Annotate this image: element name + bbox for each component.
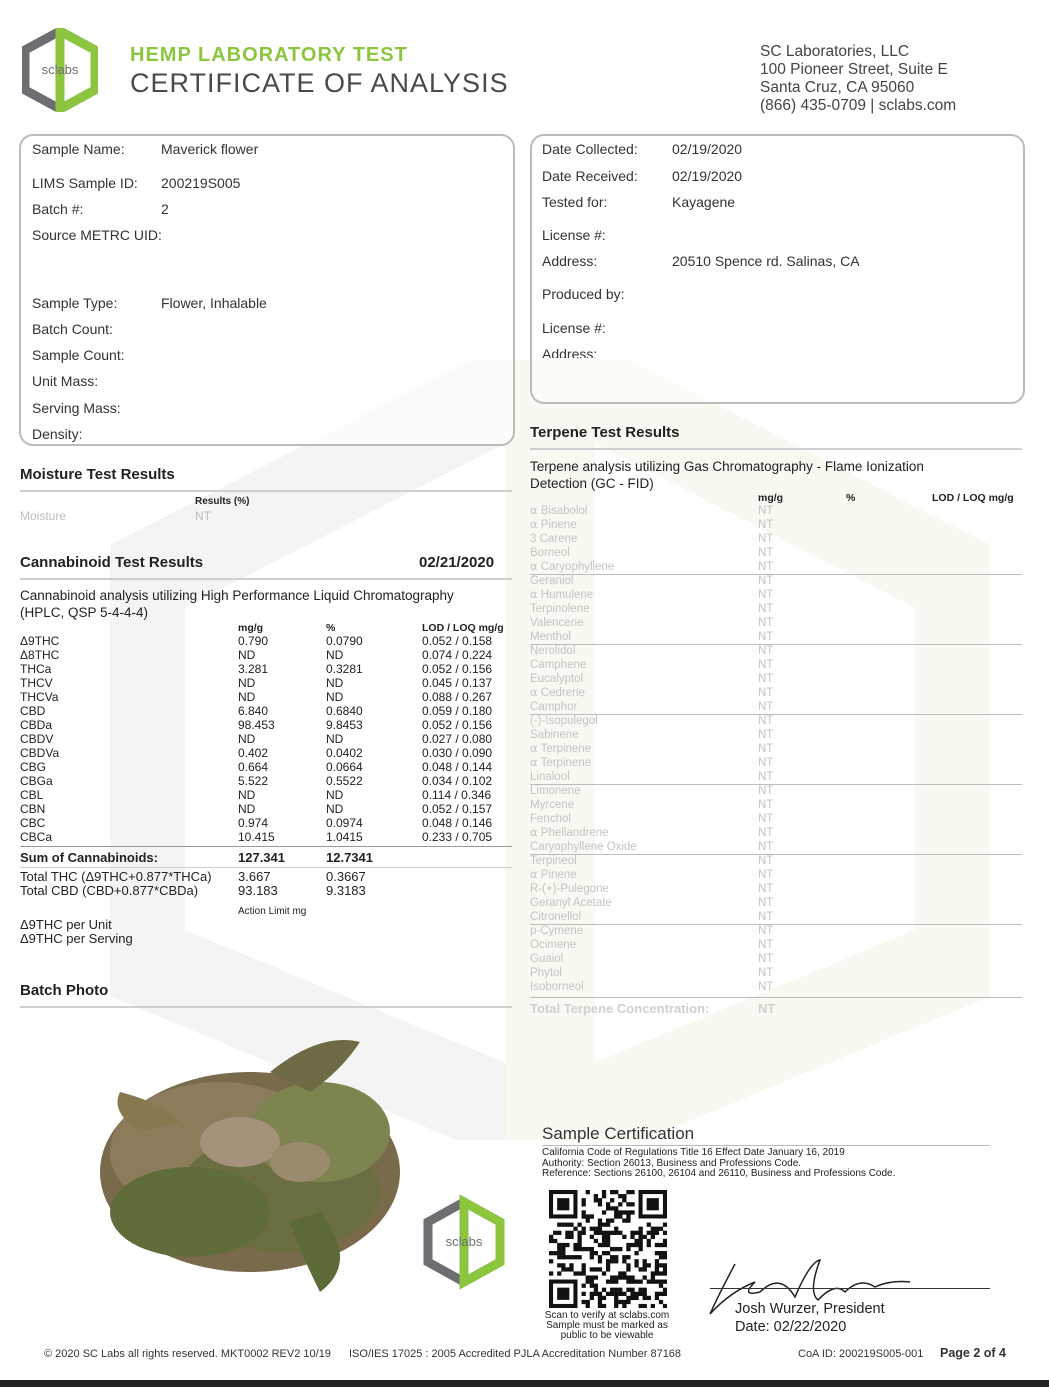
terpene-row bbox=[530, 714, 1020, 728]
client-field-label: Date Collected: bbox=[542, 141, 638, 157]
cannabinoid-mgg: 10.415 bbox=[238, 830, 275, 844]
terpene-mgg: NT bbox=[758, 953, 774, 965]
terpene-mgg: NT bbox=[758, 911, 774, 923]
sum-row bbox=[20, 851, 510, 865]
flower-bud bbox=[100, 1040, 400, 1292]
terpene-row bbox=[530, 560, 1020, 574]
terpene-name: ⍺ Caryophyllene bbox=[530, 561, 615, 573]
terpene-row bbox=[530, 966, 1020, 980]
cannabinoid-pct: ND bbox=[326, 676, 344, 690]
cannabinoid-rule bbox=[20, 578, 512, 580]
certification-line-2: Authority: Section 26013, Business and Professions Code. bbox=[542, 1158, 802, 1169]
cannabinoid-mgg: 3.281 bbox=[238, 662, 269, 676]
terpene-name: Geranyl Acetate bbox=[530, 897, 612, 909]
cannabinoid-pct: 0.3281 bbox=[326, 662, 363, 676]
terp-col-mgg: mg/g bbox=[758, 492, 784, 504]
terp-col-pct: % bbox=[846, 492, 856, 504]
cannabinoid-row bbox=[20, 816, 510, 830]
terpene-header-row bbox=[530, 491, 1020, 505]
report-title: CERTIFICATE OF ANALYSIS bbox=[130, 68, 509, 98]
terpene-name: Sabinene bbox=[530, 729, 579, 741]
cannabinoid-analyte: THCa bbox=[20, 662, 52, 676]
terpene-name: Guaiol bbox=[530, 953, 564, 965]
cannabinoid-mgg: ND bbox=[238, 788, 256, 802]
terpene-mgg: NT bbox=[758, 547, 774, 559]
qr-caption-2: Sample must be marked as bbox=[546, 1320, 668, 1331]
terpene-mgg: NT bbox=[758, 897, 774, 909]
svg-text:sclabs: sclabs bbox=[41, 62, 79, 77]
batch-photo-rule bbox=[20, 1006, 512, 1008]
lab-name: SC Laboratories, LLC bbox=[760, 43, 910, 60]
cannabinoid-analyte: CBDa bbox=[20, 718, 53, 732]
cannabinoid-mgg: ND bbox=[238, 648, 256, 662]
total-thc-pct: 0.3667 bbox=[326, 869, 366, 884]
terpene-name: Terpineol bbox=[530, 855, 577, 867]
certification-line-1: California Code of Regulations Title 16 Effect Date January 16, 2019 bbox=[542, 1147, 845, 1158]
cannabinoid-pct: 0.5522 bbox=[326, 774, 363, 788]
moisture-rule bbox=[20, 490, 512, 492]
terpene-row bbox=[530, 812, 1020, 826]
terpene-title: Terpene Test Results bbox=[530, 424, 680, 441]
cannabinoid-pct: ND bbox=[326, 690, 344, 704]
cannabinoid-mgg: 0.402 bbox=[238, 746, 269, 760]
terpene-row bbox=[530, 952, 1020, 966]
terpene-row bbox=[530, 602, 1020, 616]
client-field-label: Address: bbox=[542, 253, 598, 269]
terpene-name: Isoborneol bbox=[530, 981, 584, 993]
terpene-mgg: NT bbox=[758, 589, 774, 601]
cannabinoid-lodloq: 0.048 / 0.144 bbox=[422, 760, 493, 774]
terpene-name: R-(+)-Pulegone bbox=[530, 883, 609, 895]
cannabinoid-lodloq: 0.052 / 0.156 bbox=[422, 718, 493, 732]
terpene-row bbox=[530, 574, 1020, 588]
terpene-row bbox=[530, 910, 1020, 924]
terpene-row bbox=[530, 686, 1020, 700]
signer-name: Josh Wurzer, President bbox=[735, 1301, 885, 1317]
sample-field-label: Sample Name: bbox=[32, 141, 125, 157]
terpene-name: ⍺ Pinene bbox=[530, 519, 577, 531]
terpene-row bbox=[530, 826, 1020, 840]
cannabinoid-analyte: Δ8THC bbox=[20, 648, 60, 662]
sample-field-label: Serving Mass: bbox=[32, 400, 121, 416]
terpene-name: Menthol bbox=[530, 631, 571, 643]
client-field-label: Produced by: bbox=[542, 286, 625, 302]
cannabinoid-lodloq: 0.074 / 0.224 bbox=[422, 648, 493, 662]
cannabinoid-mgg: 5.522 bbox=[238, 774, 269, 788]
certification-rule bbox=[542, 1145, 990, 1146]
terpene-row bbox=[530, 770, 1020, 784]
terpene-row bbox=[530, 784, 1020, 798]
cannabinoid-header-row bbox=[20, 621, 510, 635]
certification-date: Date: 02/22/2020 bbox=[735, 1319, 847, 1335]
terpene-row bbox=[530, 938, 1020, 952]
terpene-row bbox=[530, 518, 1020, 532]
terpene-row bbox=[530, 868, 1020, 882]
sample-field-label: Sample Count: bbox=[32, 347, 125, 363]
sample-field-value: 2 bbox=[161, 201, 169, 217]
lab-city: Santa Cruz, CA 95060 bbox=[760, 79, 915, 96]
cannabinoid-lodloq: 0.052 / 0.158 bbox=[422, 634, 493, 648]
sample-field-value: Maverick flower bbox=[161, 141, 259, 157]
terpene-row bbox=[530, 546, 1020, 560]
col-pct: % bbox=[326, 622, 336, 634]
cannabinoid-analyte: CBG bbox=[20, 760, 47, 774]
terpene-mgg: NT bbox=[758, 715, 774, 727]
terpene-name: Ocimene bbox=[530, 939, 577, 951]
col-mgg: mg/g bbox=[238, 622, 264, 634]
terpene-name: Geraniol bbox=[530, 575, 574, 587]
terpene-method-1: Terpene analysis utilizing Gas Chromatography - Flame Ionization bbox=[530, 459, 924, 474]
terpene-name: p-Cymene bbox=[530, 925, 584, 937]
terpene-row bbox=[530, 980, 1020, 994]
terpene-rule bbox=[530, 448, 1022, 450]
terpene-mgg: NT bbox=[758, 729, 774, 741]
terpene-name: ⍺ Phellandrene bbox=[530, 827, 609, 839]
terpene-mgg: NT bbox=[758, 967, 774, 979]
terpene-name: Phytol bbox=[530, 967, 562, 979]
terpene-name: Nerolidol bbox=[530, 645, 576, 657]
batch-photo bbox=[20, 1012, 512, 1302]
cannabinoid-row bbox=[20, 732, 510, 746]
terpene-mgg: NT bbox=[758, 645, 774, 657]
terpene-mgg: NT bbox=[758, 603, 774, 615]
cannabinoid-analyte: THCV bbox=[20, 676, 53, 690]
sample-field-label: Density: bbox=[32, 426, 83, 442]
cannabinoid-row bbox=[20, 830, 510, 844]
terpene-mgg: NT bbox=[758, 939, 774, 951]
cannabinoid-row bbox=[20, 662, 510, 676]
terpene-mgg: NT bbox=[758, 533, 774, 545]
sample-field-label: Batch Count: bbox=[32, 321, 113, 337]
cannabinoid-mgg: ND bbox=[238, 690, 256, 704]
cannabinoid-pct: 0.0974 bbox=[326, 816, 363, 830]
lab-address bbox=[760, 43, 956, 115]
cannabinoid-lodloq: 0.052 / 0.157 bbox=[422, 802, 493, 816]
qr-caption-1: Scan to verify at sclabs.com bbox=[544, 1310, 670, 1321]
terpene-total-label: Total Terpene Concentration: bbox=[530, 1001, 710, 1016]
moisture-col-header: Results (%) bbox=[195, 496, 250, 507]
cannabinoid-lodloq: 0.034 / 0.102 bbox=[422, 774, 493, 788]
cannabinoid-lodloq: 0.048 / 0.146 bbox=[422, 816, 493, 830]
terpene-row bbox=[530, 882, 1020, 896]
signature-line bbox=[710, 1288, 990, 1289]
footer-coa-id: CoA ID: 200219S005-001 bbox=[798, 1348, 924, 1360]
terpene-name: (-)-Isopulegol bbox=[530, 715, 598, 727]
terpene-name: Limonene bbox=[530, 785, 581, 797]
total-thc-mgg: 3.667 bbox=[238, 869, 271, 884]
certification-line-3: Reference: Sections 26100, 26104 and 26110, Business and Professions Code. bbox=[542, 1168, 896, 1179]
sample-field-label: Unit Mass: bbox=[32, 373, 99, 389]
cannabinoid-row bbox=[20, 760, 510, 774]
sum-label: Sum of Cannabinoids: bbox=[20, 850, 158, 865]
terpene-total-row bbox=[530, 1002, 1020, 1016]
sample-field-label: LIMS Sample ID: bbox=[32, 175, 138, 191]
cannabinoid-lodloq: 0.027 / 0.080 bbox=[422, 732, 493, 746]
terpene-row bbox=[530, 658, 1020, 672]
batch-photo-title: Batch Photo bbox=[20, 982, 109, 999]
sum-pct: 12.7341 bbox=[326, 850, 373, 865]
bottom-bar bbox=[0, 1380, 1049, 1387]
cannabinoid-method-2: (HPLC, QSP 5-4-4-4) bbox=[20, 605, 149, 620]
terpene-mgg: NT bbox=[758, 757, 774, 769]
terpene-name: ⍺ Bisabolol bbox=[530, 505, 588, 517]
terpene-name: Eucalyptol bbox=[530, 673, 584, 685]
cannabinoid-analyte: CBL bbox=[20, 788, 44, 802]
total-rule bbox=[20, 867, 512, 868]
sample-field-value: Flower, Inhalable bbox=[161, 295, 267, 311]
sample-field-value: 200219S005 bbox=[161, 175, 241, 191]
total-cbd-pct: 9.3183 bbox=[326, 883, 366, 898]
terpene-row bbox=[530, 896, 1020, 910]
terpene-name: ⍺ Terpinene bbox=[530, 757, 592, 769]
cannabinoid-row bbox=[20, 648, 510, 662]
total-cbd-label: Total CBD (CBD+0.877*CBDa) bbox=[20, 883, 199, 898]
terpene-mgg: NT bbox=[758, 813, 774, 825]
terpene-mgg: NT bbox=[758, 841, 774, 853]
terpene-mgg: NT bbox=[758, 561, 774, 573]
terpene-total-rule bbox=[530, 997, 1022, 998]
cannabinoid-pct: ND bbox=[326, 802, 344, 816]
action-limit-label: Action Limit mg bbox=[238, 906, 307, 917]
cannabinoid-lodloq: 0.045 / 0.137 bbox=[422, 676, 493, 690]
terpene-row bbox=[530, 644, 1020, 658]
terpene-mgg: NT bbox=[758, 743, 774, 755]
cannabinoid-lodloq: 0.088 / 0.267 bbox=[422, 690, 493, 704]
cannabinoid-mgg: ND bbox=[238, 802, 256, 816]
terpene-row bbox=[530, 504, 1020, 518]
moisture-value: NT bbox=[195, 509, 211, 523]
total-cbd-mgg: 93.183 bbox=[238, 883, 278, 898]
cannabinoid-analyte: CBGa bbox=[20, 774, 53, 788]
terpene-total-value: NT bbox=[758, 1001, 776, 1016]
cannabinoid-analyte: CBCa bbox=[20, 830, 53, 844]
terpene-name: Fenchol bbox=[530, 813, 571, 825]
terpene-mgg: NT bbox=[758, 855, 774, 867]
cannabinoid-lodloq: 0.059 / 0.180 bbox=[422, 704, 493, 718]
total-thc-row bbox=[20, 870, 510, 884]
per-unit-label: Δ9THC per Unit bbox=[20, 917, 112, 932]
terpene-name: Terpinolene bbox=[530, 603, 590, 615]
cannabinoid-row bbox=[20, 676, 510, 690]
per-serving-label: Δ9THC per Serving bbox=[20, 931, 133, 946]
cannabinoid-analyte: CBN bbox=[20, 802, 46, 816]
verification-qr-code[interactable] bbox=[549, 1190, 667, 1308]
cannabinoid-row bbox=[20, 690, 510, 704]
terpene-row bbox=[530, 700, 1020, 714]
photo-sclabs-logo bbox=[428, 1202, 500, 1282]
terpene-mgg: NT bbox=[758, 687, 774, 699]
svg-text:sclabs: sclabs bbox=[445, 1234, 483, 1249]
terpene-mgg: NT bbox=[758, 981, 774, 993]
terpene-name: Linalool bbox=[530, 771, 570, 783]
cannabinoid-lodloq: 0.114 / 0.346 bbox=[422, 788, 492, 802]
client-field-label: Address: bbox=[542, 346, 598, 358]
terpene-mgg: NT bbox=[758, 673, 774, 685]
cannabinoid-row bbox=[20, 802, 510, 816]
client-field-label: Tested for: bbox=[542, 194, 608, 210]
cannabinoid-pct: 0.0790 bbox=[326, 634, 363, 648]
cannabinoid-date: 02/21/2020 bbox=[419, 554, 495, 571]
terpene-row bbox=[530, 742, 1020, 756]
cannabinoid-lodloq: 0.233 / 0.705 bbox=[422, 830, 493, 844]
cannabinoid-analyte: CBD bbox=[20, 704, 46, 718]
cannabinoid-mgg: 0.664 bbox=[238, 760, 269, 774]
terpene-mgg: NT bbox=[758, 827, 774, 839]
footer-copyright: © 2020 SC Labs all rights reserved. MKT0002 REV2 10/19 bbox=[44, 1348, 331, 1360]
report-kicker: HEMP LABORATORY TEST bbox=[130, 44, 408, 66]
sum-mgg: 127.341 bbox=[238, 850, 285, 865]
sum-rule bbox=[20, 846, 512, 847]
terpene-mgg: NT bbox=[758, 659, 774, 671]
cannabinoid-pct: 9.8453 bbox=[326, 718, 363, 732]
terp-col-lodloq: LOD / LOQ mg/g bbox=[932, 492, 1014, 504]
sample-field-label: Sample Type: bbox=[32, 295, 118, 311]
terpene-mgg: NT bbox=[758, 505, 774, 517]
client-field-value: 02/19/2020 bbox=[672, 141, 743, 157]
lab-contact: (866) 435-0709 | sclabs.com bbox=[760, 97, 957, 114]
cannabinoid-row bbox=[20, 788, 510, 802]
cannabinoid-pct: ND bbox=[326, 648, 344, 662]
qr-caption bbox=[540, 1311, 674, 1341]
terpene-row bbox=[530, 854, 1020, 868]
cannabinoid-method-1: Cannabinoid analysis utilizing High Performance Liquid Chromatography bbox=[20, 588, 454, 603]
moisture-label: Moisture bbox=[20, 509, 67, 523]
terpene-name: Borneol bbox=[530, 547, 570, 559]
col-lodloq: LOD / LOQ mg/g bbox=[422, 622, 504, 634]
cannabinoid-mgg: 98.453 bbox=[238, 718, 275, 732]
terpene-row bbox=[530, 672, 1020, 686]
footer-page: Page 2 of 4 bbox=[940, 1346, 1006, 1360]
terpene-mgg: NT bbox=[758, 701, 774, 713]
cannabinoid-analyte: CBDV bbox=[20, 732, 54, 746]
cannabinoid-mgg: 0.790 bbox=[238, 634, 269, 648]
cannabinoid-lodloq: 0.052 / 0.156 bbox=[422, 662, 493, 676]
cannabinoid-analyte: CBDVa bbox=[20, 746, 60, 760]
terpene-name: Camphor bbox=[530, 701, 578, 713]
sample-field-label: Batch #: bbox=[32, 201, 84, 217]
terpene-mgg: NT bbox=[758, 883, 774, 895]
terpene-row bbox=[530, 588, 1020, 602]
client-field-label: License #: bbox=[542, 227, 606, 243]
client-field-label: Date Received: bbox=[542, 168, 638, 184]
terpene-name: ⍺ Cedrene bbox=[530, 687, 585, 699]
cannabinoid-pct: ND bbox=[326, 732, 344, 746]
client-field-value: 20510 Spence rd. Salinas, CA bbox=[672, 253, 860, 269]
client-field-label: License #: bbox=[542, 320, 606, 336]
terpene-name: Camphene bbox=[530, 659, 587, 671]
cannabinoid-lodloq: 0.030 / 0.090 bbox=[422, 746, 493, 760]
terpene-row bbox=[530, 840, 1020, 854]
terpene-mgg: NT bbox=[758, 631, 774, 643]
cannabinoid-row bbox=[20, 746, 510, 760]
terpene-row bbox=[530, 728, 1020, 742]
terpene-mgg: NT bbox=[758, 617, 774, 629]
terpene-mgg: NT bbox=[758, 519, 774, 531]
terpene-row bbox=[530, 630, 1020, 644]
terpene-name: 3 Carene bbox=[530, 533, 578, 545]
footer-accreditation: ISO/IES 17025 : 2005 Accredited PJLA Accreditation Number 87168 bbox=[349, 1348, 682, 1360]
terpene-name: ⍺ Humulene bbox=[530, 589, 594, 601]
cannabinoid-analyte: CBC bbox=[20, 816, 46, 830]
terpene-mgg: NT bbox=[758, 869, 774, 881]
terpene-name: Valencene bbox=[530, 617, 584, 629]
cannabinoid-pct: 1.0415 bbox=[326, 830, 363, 844]
terpene-mgg: NT bbox=[758, 785, 774, 797]
cannabinoid-pct: 0.0664 bbox=[326, 760, 363, 774]
cannabinoid-mgg: ND bbox=[238, 732, 256, 746]
cannabinoid-row bbox=[20, 634, 510, 648]
cannabinoid-analyte: THCVa bbox=[20, 690, 59, 704]
moisture-title: Moisture Test Results bbox=[20, 466, 175, 483]
terpene-name: Myrcene bbox=[530, 799, 575, 811]
terpene-row bbox=[530, 756, 1020, 770]
qr-caption-3: public to be viewable bbox=[560, 1330, 654, 1341]
terpene-mgg: NT bbox=[758, 575, 774, 587]
lab-street: 100 Pioneer Street, Suite E bbox=[760, 61, 948, 78]
certification-title: Sample Certification bbox=[542, 1124, 695, 1143]
cannabinoid-row bbox=[20, 774, 510, 788]
cannabinoid-title: Cannabinoid Test Results bbox=[20, 554, 204, 571]
total-cbd-row bbox=[20, 884, 510, 898]
terpene-name: Citronellol bbox=[530, 911, 582, 923]
terpene-row bbox=[530, 798, 1020, 812]
terpene-mgg: NT bbox=[758, 799, 774, 811]
terpene-name: ⍺ Pinene bbox=[530, 869, 577, 881]
client-field-value: Kayagene bbox=[672, 194, 736, 210]
cannabinoid-pct: ND bbox=[326, 788, 344, 802]
sclabs-logo bbox=[22, 28, 98, 112]
cannabinoid-row bbox=[20, 704, 510, 718]
client-field-value: 02/19/2020 bbox=[672, 168, 743, 184]
cannabinoid-pct: 0.0402 bbox=[326, 746, 363, 760]
terpene-row bbox=[530, 532, 1020, 546]
cannabinoid-analyte: Δ9THC bbox=[20, 634, 60, 648]
terpene-mgg: NT bbox=[758, 925, 774, 937]
terpene-name: Caryophyllene Oxide bbox=[530, 841, 637, 853]
terpene-method-2: Detection (GC - FID) bbox=[530, 476, 654, 491]
cannabinoid-pct: 0.6840 bbox=[326, 704, 363, 718]
sample-field-label: Source METRC UID: bbox=[32, 227, 162, 243]
total-thc-label: Total THC (Δ9THC+0.877*THCa) bbox=[20, 869, 212, 884]
terpene-name: ⍺ Terpinene bbox=[530, 743, 592, 755]
terpene-row bbox=[530, 924, 1020, 938]
cannabinoid-mgg: 6.840 bbox=[238, 704, 269, 718]
cannabinoid-mgg: ND bbox=[238, 676, 256, 690]
cannabinoid-mgg: 0.974 bbox=[238, 816, 269, 830]
terpene-mgg: NT bbox=[758, 771, 774, 783]
cannabinoid-row bbox=[20, 718, 510, 732]
terpene-row bbox=[530, 616, 1020, 630]
